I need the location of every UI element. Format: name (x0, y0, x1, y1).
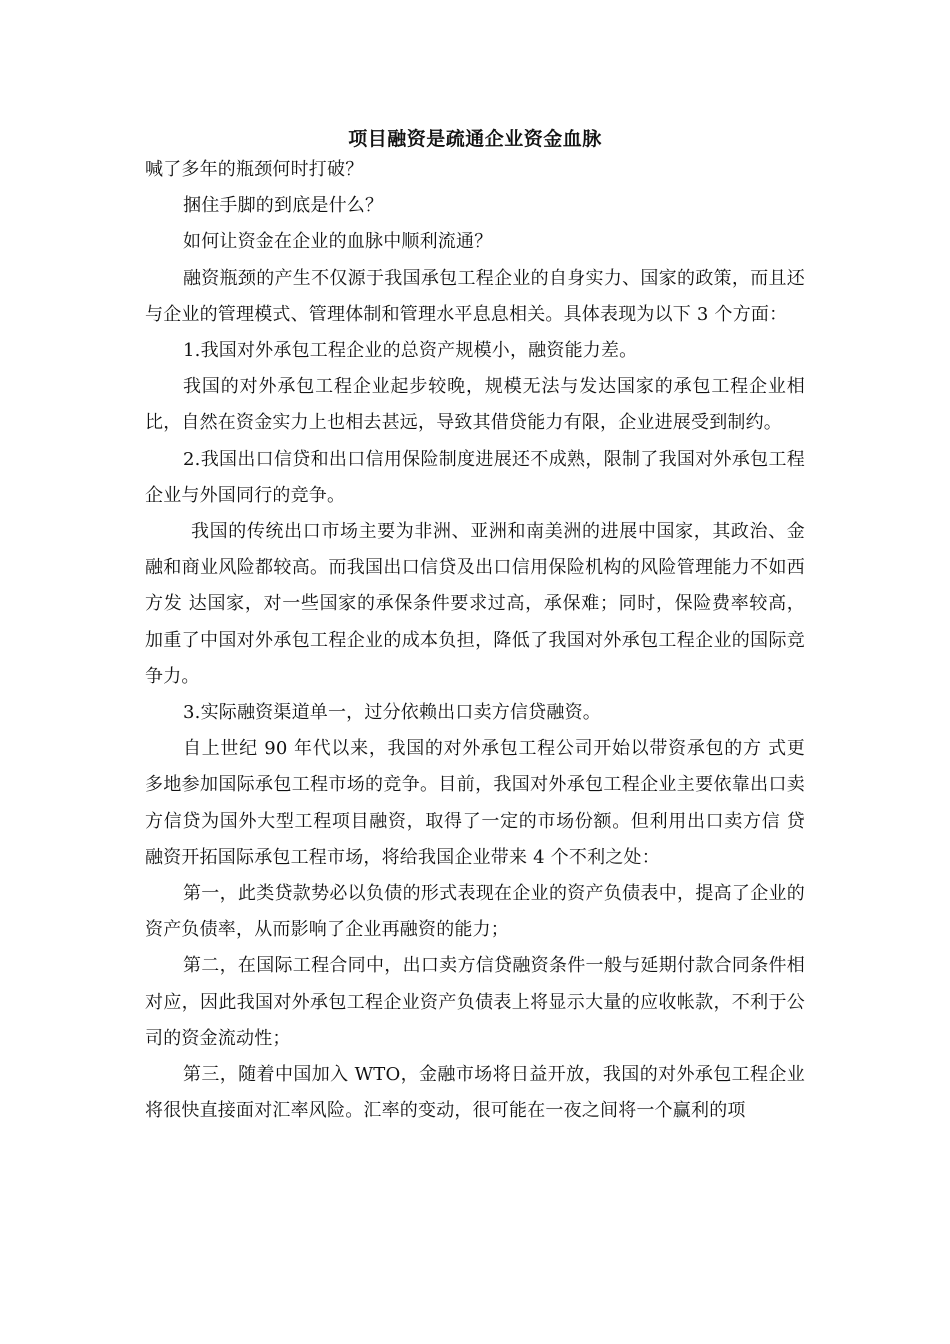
document-body (145, 152, 805, 1129)
paragraph-point-2: 我国的传统出口市场主要为非洲、亚洲和南美洲的进展中国家，其政治、金融和商业风险都较高。而我国出口信贷及出口信用保险机构的风险管理能力不如西方发 达国家，对一些国家的承保条件要求过高，承保难；同时，保险费率较高，加重了中国对外承包工程企业的成本负担，降低了我国对外承包工程企业的国际竞争力。 (145, 521, 805, 687)
paragraph-question-2: 捆住手脚的到底是什么？ (183, 195, 384, 217)
paragraph-point-1: 我国的对外承包工程企业起步较晚，规模无法与发达国家的承包工程企业相比，自然在资金实力上也相去甚远，导致其借贷能力有限，企业进展受到制约。 (145, 376, 805, 434)
heading-point-2: 2.我国出口信贷和出口信用保险制度进展还不成熟，限制了我国对外承包工程企业与外国同行的竞争。 (145, 448, 805, 506)
paragraph-question-1: 喊了多年的瓶颈何时打破？ (145, 159, 364, 180)
heading-point-3: 3.实际融资渠道单一，过分依赖出口卖方信贷融资。 (183, 702, 601, 724)
paragraph-intro: 融资瓶颈的产生不仅源于我国承包工程企业的自身实力、国家的政策，而且还与企业的管理模式、管理体制和管理水平息息相关。具体表现为以下 3 个方面： (145, 267, 805, 325)
paragraph-disadvantage-2: 第二，在国际工程合同中，出口卖方信贷融资条件一般与延期付款合同条件相对应，因此我国对外承包工程企业资产负债表上将显示大量的应收帐款，不利于公司的资金流动性； (145, 955, 805, 1049)
paragraph-disadvantage-3: 第三，随着中国加入 WTO，金融市场将日益开放，我国的对外承包工程企业将很快直接面对汇率风险。汇率的变动，很可能在一夜之间将一个赢利的项 (145, 1064, 805, 1122)
heading-point-1: 1.我国对外承包工程企业的总资产规模小，融资能力差。 (183, 340, 638, 362)
paragraph-point-3: 自上世纪 90 年代以来，我国的对外承包工程公司开始以带资承包的方 式更多地参加国际承包工程市场的竞争。目前，我国对外承包工程企业主要依靠出口卖方信贷为国外大型工程项目融资，取得了一定的市场份额。但利用出口卖方信 贷融资开拓国际承包工程市场，将给我国企业带来 4 个不利之处： (145, 738, 805, 868)
document-title: 项目融资是疏通企业资金血脉 (348, 128, 602, 150)
paragraph-disadvantage-1: 第一，此类贷款势必以负债的形式表现在企业的资产负债表中，提高了企业的资产负债率，从而影响了企业再融资的能力； (145, 883, 805, 941)
paragraph-question-3: 如何让资金在企业的血脉中顺利流通？ (183, 231, 493, 253)
